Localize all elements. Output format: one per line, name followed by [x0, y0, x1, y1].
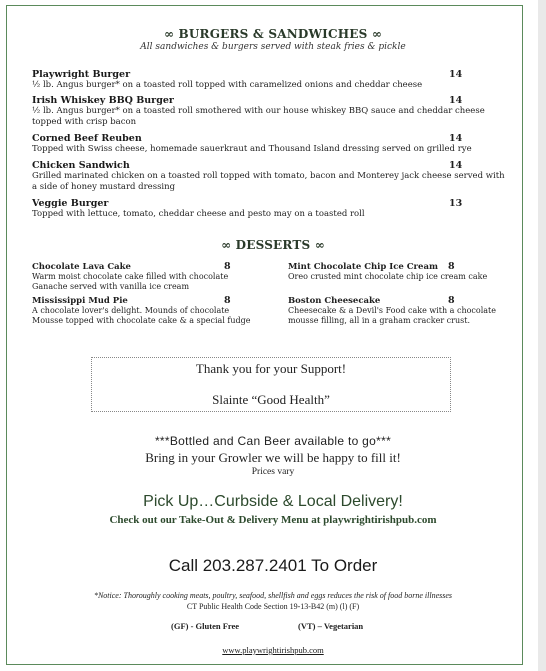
desserts-title: ∞ DESSERTS ∞ [221, 238, 325, 252]
menu-item-price: 13 [449, 198, 463, 209]
vegetarian-key: (VT) – Vegetarian [298, 621, 364, 631]
dessert-price: 8 [224, 261, 231, 272]
dessert-name: Chocolate Lava Cake [32, 262, 131, 272]
slainte-line: Slainte “Good Health” [212, 392, 330, 407]
takeout-note: Check out our Take-Out & Delivery Menu at playwrightirishpub.com [109, 514, 437, 526]
dessert-desc: Oreo crusted mint chocolate chip ice cream cake [288, 272, 488, 281]
menu-item-desc: Topped with lettuce, tomato, cheddar cheese and pesto may on a toasted roll [32, 209, 365, 219]
thanks-line: Thank you for your Support! [195, 361, 347, 376]
dessert-name: Mint Chocolate Chip Ice Cream [288, 262, 438, 272]
dessert-desc: Warm moist chocolate cake filled with chocolate Ganache served with vanilla ice cream [32, 272, 229, 291]
phone-order: Call 203.287.2401 To Order [168, 556, 378, 575]
burgers-subtitle: All sandwiches & burgers served with steak fries & pickle [140, 42, 406, 52]
dessert-desc: A chocolate lover's delight. Mounds of chocolate Mousse topped with chocolate cake & a special fudge [32, 306, 251, 325]
pickup-heading: Pick Up…Curbside & Local Delivery! [143, 493, 403, 510]
menu-item-name: Chicken Sandwich [32, 160, 130, 171]
gluten-free-key: (GF) - Gluten Free [171, 621, 240, 631]
dessert-price: 8 [448, 261, 455, 272]
menu-item-price: 14 [449, 69, 463, 80]
dessert-price: 8 [448, 295, 455, 306]
dessert-desc: Cheesecake & a Devil's Food cake with a chocolate mousse filling, all in a graham cracker crust. [288, 306, 497, 325]
growler-note: Bring in your Growler we will be happy to fill it! [145, 450, 401, 465]
menu-item-name: Veggie Burger [32, 198, 109, 209]
health-notice: *Notice: Thoroughly cooking meats, poultry, seafood, shellfish and eggs reduces the risk of food borne illnesses [93, 591, 453, 600]
menu-item-name: Corned Beef Reuben [32, 133, 142, 144]
health-code: CT Public Health Code Section 19-13-B42 (m) (l) (F) [186, 602, 360, 611]
menu-item-desc: Grilled marinated chicken on a toasted roll topped with tomato, bacon and Monterey jack cheese served with a side of honey mustard dressing [32, 171, 505, 192]
menu-item-price: 14 [449, 95, 463, 106]
dessert-name: Boston Cheesecake [288, 296, 381, 306]
menu-item-price: 14 [449, 133, 463, 144]
beer-note: ***Bottled and Can Beer available to go*** [154, 434, 392, 448]
menu-item-desc: ½ lb. Angus burger* on a toasted roll smothered with our house whiskey BBQ sauce and cheddar cheese topped with crisp bacon [32, 106, 485, 127]
menu-item-desc: Topped with Swiss cheese, homemade sauerkraut and Thousand Island dressing served on grilled rye [32, 144, 472, 154]
menu-item-desc: ½ lb. Angus burger* on a toasted roll topped with caramelized onions and cheddar cheese [32, 80, 423, 90]
dessert-price: 8 [224, 295, 231, 306]
website-link[interactable]: www.playwrightirishpub.com [222, 645, 324, 655]
prices-note: Prices vary [251, 467, 295, 477]
menu-item-name: Playwright Burger [32, 69, 131, 80]
menu-item-price: 14 [449, 160, 463, 171]
burgers-title: ∞ BURGERS & SANDWICHES ∞ [163, 27, 383, 41]
menu-item-name: Irish Whiskey BBQ Burger [32, 95, 174, 106]
dessert-name: Mississippi Mud Pie [32, 296, 128, 306]
